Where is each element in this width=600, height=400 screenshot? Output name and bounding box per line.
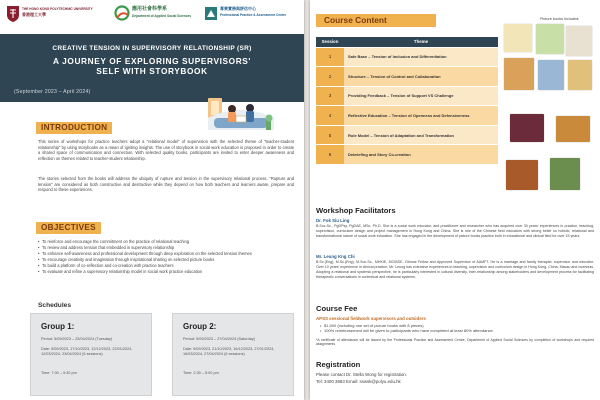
table-row — [316, 86, 498, 106]
course-fee-list — [320, 323, 592, 334]
registration-tel-email: Tel: 3400 3683 Email: sswsk@polyu.edu.hk — [316, 379, 401, 384]
session-theme: Structure – Tension of Control and Collaboration — [344, 67, 498, 87]
facilitator-2-name: Mr. Leung Kng Chi — [316, 254, 355, 259]
polyu-name-zh: 香港理工大學 — [22, 12, 46, 17]
course-content-table — [316, 37, 498, 165]
session-theme: Reflective Education – Tension of Openness and Defensiveness — [344, 106, 498, 126]
column-header-session: Session — [316, 37, 344, 47]
ppac-emblem-icon — [204, 5, 218, 23]
group-2-title: Group 2: — [183, 322, 217, 331]
objective-item: • To evaluate and refine a supervisory relationship model in social work practice education — [38, 269, 296, 275]
course-fee-item: • 100% reimbursement will be given to participants who have completed at least 80% attendance. — [320, 328, 592, 333]
session-theme: Debriefing and Story Co-creation — [344, 145, 498, 165]
table-row — [316, 106, 498, 126]
facilitator-1-name: Dr. Fok Siu Ling — [316, 218, 350, 223]
book-cover — [504, 58, 534, 90]
group-1-card — [30, 313, 152, 396]
table-row — [316, 145, 498, 165]
banner-title: CREATIVE TENSION IN SUPERVISORY RELATIONSHIP (SR) — [52, 45, 252, 52]
objective-item: • To review and address tension that embedded in supervisory relationship — [38, 245, 296, 251]
column-header-theme: Theme — [344, 37, 498, 47]
book-cover — [506, 160, 538, 190]
banner-subtitle-line-2: SELF WITH STORYBOOK — [96, 66, 208, 76]
course-fee-item: • $1,500 (including one set of picture books with 8 pieces) — [320, 323, 592, 328]
apss-name-zh: 應用社會科學系 — [132, 6, 168, 12]
group-1-title: Group 1: — [41, 322, 75, 331]
certificate-note: *A certificate of attendance will be issued by the Professional Practice and Assessment Centre, Department of Applied Social Sciences by completion of workshops and required assignments — [316, 338, 594, 347]
logo-bar — [0, 0, 304, 32]
session-number: 1 — [316, 47, 344, 67]
book-cover — [556, 116, 590, 142]
book-cover — [550, 158, 580, 190]
facilitator-1-bio: B.Soc.Sc., PgDPsy, PgDAE, MSc, Ph.D. She is a social work educator, and practitioner and researcher who has acquired over 30 years' experiences in practice, teaching, supervision, curriculum design and project management in Hong Kong and China. She is one of the Chinese field educators with strong belief on holistic, relational and transformational nature of social work education. She has engaged in the development of picture books practice both in educational and clinical field for over 15 years. — [316, 224, 594, 238]
banner-period: (September 2023 – April 2024) — [14, 89, 91, 95]
session-number: 4 — [316, 106, 344, 126]
book-cover — [568, 60, 592, 90]
course-fee-heading: Course Fee — [316, 304, 358, 313]
session-theme: Safe Base – Tension of Inclusion and Differentiation — [344, 47, 498, 67]
objectives-heading: OBJECTIVES — [36, 222, 101, 234]
table-row — [316, 47, 498, 67]
group-2-date: Date: 9/09/2023, 21/10/2023, 16/12/2023, 27/01/2024, 16/03/2024, 27/04/2024 (6 sessions) — [183, 347, 275, 356]
session-theme: Providing Feedback – Tension of Support VS Challenge — [344, 86, 498, 106]
group-2-card — [172, 313, 294, 396]
objective-item: • To reinforce and encourage the commitment on the practice of relational teaching — [38, 239, 296, 245]
objective-item: • To enhance self-awareness and professional development through deep exploration on the selected tension themes — [38, 251, 296, 257]
registration-heading: Registration — [316, 360, 361, 369]
group-1-time: Time: 7:00 – 9:30 pm — [41, 371, 77, 375]
facilitators-heading: Workshop Facilitators — [316, 206, 396, 215]
title-banner — [0, 34, 304, 102]
introduction-heading: INTRODUCTION — [36, 122, 112, 134]
book-cover — [538, 60, 564, 90]
introduction-paragraph-1: This series of workshops for practice teachers adopt a "relational model" of supervision with the selected theme of "teacher-student relationship" by using storybooks as a mean of igniting insights. The use of storybook in social work education is proposed in order to create a shared space of communication and connection. With selected quality books, participants are invited to enter deeper awareness and reflection on themes related to teacher-student relationship. — [38, 139, 294, 162]
session-number: 6 — [316, 145, 344, 165]
objective-item: • To encourage creativity and imagination through inspirational sharing on selected picture books — [38, 257, 296, 263]
right-page — [310, 0, 600, 400]
session-number: 2 — [316, 67, 344, 87]
table-row — [316, 125, 498, 145]
group-1-date: Date: 5/09/2023, 17/10/2023, 12/12/2023, 22/01/2024, 12/03/2024, 23/04/2024 (6 sessions) — [41, 347, 133, 356]
apss-swirl-icon — [114, 5, 130, 23]
table-header-row — [316, 37, 498, 47]
group-1-period: Period: 5/09/2023 – 23/04/2024 (Tuesday) — [41, 337, 113, 341]
picture-books-collage — [502, 24, 596, 204]
banner-subtitle — [0, 56, 304, 76]
session-number: 5 — [316, 125, 344, 145]
book-cover — [566, 26, 592, 56]
table-row — [316, 67, 498, 87]
schedules-heading: Schedules — [38, 302, 71, 309]
book-cover — [536, 24, 564, 54]
polyu-name-en: THE HONG KONG POLYTECHNIC UNIVERSITY — [22, 7, 93, 11]
session-theme: Role Model – Tension of Adaptation and Transformation — [344, 125, 498, 145]
banner-subtitle-line-1: A JOURNEY OF EXPLORING SUPERVISORS' — [52, 56, 251, 66]
course-fee-subheading: APSS sessional fieldwork supervisors and outsiders — [316, 316, 426, 321]
course-content-heading: Course Content — [316, 14, 436, 27]
introduction-paragraph-2: The stories selected from the books will address the ubiquity of rupture and tension in the supervisory relational process. "Rupture and tension" are considered as both constructive and destructive while they depend on how both teachers and learners aware, prepare and respond to these experiences. — [38, 176, 294, 193]
book-cover — [504, 24, 532, 52]
apss-name-en: Department of Applied Social Sciences — [132, 14, 192, 18]
objectives-list — [38, 239, 296, 274]
book-cover — [510, 114, 544, 142]
polyu-crest-icon — [6, 5, 20, 23]
ppac-name-en: Professional Practice & Assessment Centre — [220, 13, 287, 17]
objective-item: • To build a platform of co-reflection and co-creation with practice teachers — [38, 263, 296, 269]
registration-contact: Please contact Dr. Stella Wong for registration. — [316, 372, 407, 377]
group-2-period: Period: 9/09/2023 – 27/04/2024 (Saturday) — [183, 337, 255, 341]
reading-couple-illustration — [202, 96, 280, 134]
group-2-time: Time: 2:30 – 5:00 pm — [183, 371, 219, 375]
picture-books-label: Picture books included: — [540, 17, 580, 21]
ppac-name-zh: 專業實務與評估中心 — [220, 6, 256, 11]
facilitator-2-bio: B.Sc.(Eng), M.Sc.(Eng), M.Soc.Sc., MHKIE, MCIBSE, Clinical Fellow and Approved Supervisor of AAMFT. He is a marriage and family therapist, supervisor and educator. Over 10 years' experience in clinical practice, Mr. Leung has extensive experiences in teaching, supervision and curriculum design in Hong Kong, China, Macau and overseas. Adopting a relational and systemic perspective, he is particularly interested in cultural diversity, inter-relationship among stakeholders and development process for facilitating therapeutic conversations in contextual and relational systems. — [316, 260, 594, 279]
session-number: 3 — [316, 86, 344, 106]
